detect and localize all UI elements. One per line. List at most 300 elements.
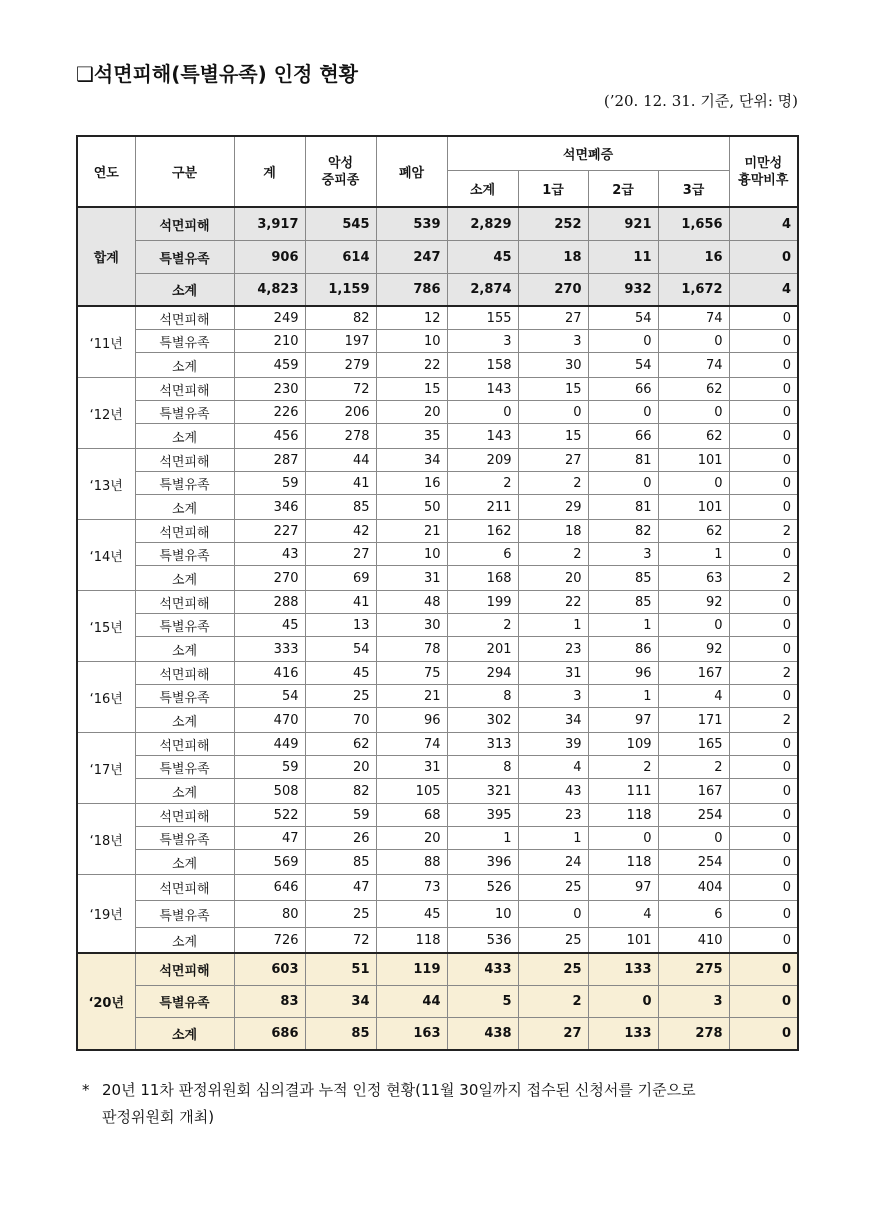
value-cell: 5 bbox=[447, 986, 518, 1018]
value-cell: 62 bbox=[305, 733, 376, 756]
table-row bbox=[77, 330, 798, 353]
category-cell: 소계 bbox=[135, 1018, 234, 1051]
value-cell: 85 bbox=[305, 850, 376, 875]
value-cell: 45 bbox=[305, 662, 376, 685]
year-group bbox=[77, 591, 798, 662]
year-cell: ‘12년 bbox=[77, 378, 135, 449]
value-cell: 168 bbox=[447, 566, 518, 591]
value-cell: 921 bbox=[588, 207, 658, 241]
value-cell: 111 bbox=[588, 779, 658, 804]
value-cell: 20 bbox=[518, 566, 588, 591]
value-cell: 24 bbox=[518, 850, 588, 875]
value-cell: 42 bbox=[305, 520, 376, 543]
value-cell: 197 bbox=[305, 330, 376, 353]
value-cell: 932 bbox=[588, 274, 658, 307]
table-row bbox=[77, 274, 798, 307]
year-group bbox=[77, 953, 798, 1050]
value-cell: 0 bbox=[729, 850, 798, 875]
year-group bbox=[77, 207, 798, 306]
table-row bbox=[77, 850, 798, 875]
value-cell: 45 bbox=[234, 614, 305, 637]
value-cell: 27 bbox=[518, 1018, 588, 1051]
value-cell: 0 bbox=[729, 543, 798, 566]
value-cell: 3 bbox=[658, 986, 729, 1018]
category-cell: 소계 bbox=[135, 274, 234, 307]
value-cell: 69 bbox=[305, 566, 376, 591]
value-cell: 96 bbox=[588, 662, 658, 685]
value-cell: 171 bbox=[658, 708, 729, 733]
table-row bbox=[77, 1018, 798, 1051]
value-cell: 333 bbox=[234, 637, 305, 662]
value-cell: 230 bbox=[234, 378, 305, 401]
value-cell: 41 bbox=[305, 591, 376, 614]
value-cell: 44 bbox=[305, 449, 376, 472]
category-cell: 석면피해 bbox=[135, 449, 234, 472]
value-cell: 1 bbox=[588, 685, 658, 708]
value-cell: 59 bbox=[305, 804, 376, 827]
value-cell: 31 bbox=[376, 756, 447, 779]
value-cell: 396 bbox=[447, 850, 518, 875]
value-cell: 1 bbox=[588, 614, 658, 637]
category-cell: 소계 bbox=[135, 637, 234, 662]
category-cell: 특별유족 bbox=[135, 614, 234, 637]
header-total: 계 bbox=[234, 136, 305, 207]
value-cell: 0 bbox=[447, 401, 518, 424]
table-row bbox=[77, 353, 798, 378]
value-cell: 85 bbox=[305, 1018, 376, 1051]
value-cell: 23 bbox=[518, 637, 588, 662]
value-cell: 83 bbox=[234, 986, 305, 1018]
value-cell: 536 bbox=[447, 928, 518, 954]
value-cell: 82 bbox=[305, 306, 376, 330]
value-cell: 545 bbox=[305, 207, 376, 241]
value-cell: 0 bbox=[729, 241, 798, 274]
value-cell: 0 bbox=[518, 901, 588, 928]
value-cell: 72 bbox=[305, 378, 376, 401]
category-cell: 석면피해 bbox=[135, 520, 234, 543]
table-row bbox=[77, 986, 798, 1018]
value-cell: 118 bbox=[376, 928, 447, 954]
header-grade-3: 3급 bbox=[658, 171, 729, 208]
value-cell: 25 bbox=[305, 685, 376, 708]
value-cell: 96 bbox=[376, 708, 447, 733]
value-cell: 92 bbox=[658, 591, 729, 614]
value-cell: 404 bbox=[658, 875, 729, 901]
value-cell: 66 bbox=[588, 378, 658, 401]
category-cell: 특별유족 bbox=[135, 986, 234, 1018]
value-cell: 92 bbox=[658, 637, 729, 662]
value-cell: 0 bbox=[729, 953, 798, 986]
value-cell: 27 bbox=[518, 306, 588, 330]
header-asbestosis: 석면폐증 bbox=[447, 136, 729, 171]
value-cell: 270 bbox=[518, 274, 588, 307]
year-cell: 합계 bbox=[77, 207, 135, 306]
value-cell: 0 bbox=[729, 401, 798, 424]
header-grade-1: 1급 bbox=[518, 171, 588, 208]
table-row bbox=[77, 875, 798, 901]
value-cell: 199 bbox=[447, 591, 518, 614]
footnote bbox=[82, 1077, 802, 1131]
value-cell: 82 bbox=[305, 779, 376, 804]
value-cell: 0 bbox=[588, 330, 658, 353]
value-cell: 0 bbox=[588, 472, 658, 495]
unit-note: (’20. 12. 31. 기준, 단위: 명) bbox=[603, 92, 798, 110]
year-group bbox=[77, 378, 798, 449]
value-cell: 294 bbox=[447, 662, 518, 685]
category-cell: 석면피해 bbox=[135, 953, 234, 986]
value-cell: 0 bbox=[658, 827, 729, 850]
value-cell: 209 bbox=[447, 449, 518, 472]
value-cell: 3 bbox=[518, 685, 588, 708]
table-row bbox=[77, 424, 798, 449]
value-cell: 3 bbox=[447, 330, 518, 353]
value-cell: 275 bbox=[658, 953, 729, 986]
value-cell: 906 bbox=[234, 241, 305, 274]
value-cell: 0 bbox=[729, 1018, 798, 1051]
value-cell: 287 bbox=[234, 449, 305, 472]
value-cell: 48 bbox=[376, 591, 447, 614]
value-cell: 16 bbox=[658, 241, 729, 274]
value-cell: 97 bbox=[588, 875, 658, 901]
value-cell: 279 bbox=[305, 353, 376, 378]
table-row bbox=[77, 306, 798, 330]
category-cell: 석면피해 bbox=[135, 591, 234, 614]
value-cell: 449 bbox=[234, 733, 305, 756]
year-group bbox=[77, 449, 798, 520]
value-cell: 30 bbox=[518, 353, 588, 378]
value-cell: 0 bbox=[729, 928, 798, 954]
value-cell: 30 bbox=[376, 614, 447, 637]
value-cell: 0 bbox=[658, 614, 729, 637]
value-cell: 288 bbox=[234, 591, 305, 614]
value-cell: 0 bbox=[729, 986, 798, 1018]
value-cell: 81 bbox=[588, 449, 658, 472]
value-cell: 86 bbox=[588, 637, 658, 662]
year-group bbox=[77, 520, 798, 591]
value-cell: 0 bbox=[729, 449, 798, 472]
category-cell: 특별유족 bbox=[135, 685, 234, 708]
value-cell: 2,874 bbox=[447, 274, 518, 307]
value-cell: 226 bbox=[234, 401, 305, 424]
category-cell: 석면피해 bbox=[135, 207, 234, 241]
table-row bbox=[77, 495, 798, 520]
value-cell: 59 bbox=[234, 472, 305, 495]
value-cell: 0 bbox=[658, 401, 729, 424]
value-cell: 508 bbox=[234, 779, 305, 804]
value-cell: 0 bbox=[729, 614, 798, 637]
value-cell: 165 bbox=[658, 733, 729, 756]
value-cell: 2 bbox=[729, 708, 798, 733]
value-cell: 15 bbox=[376, 378, 447, 401]
value-cell: 163 bbox=[376, 1018, 447, 1051]
category-cell: 소계 bbox=[135, 850, 234, 875]
value-cell: 27 bbox=[305, 543, 376, 566]
value-cell: 85 bbox=[588, 591, 658, 614]
value-cell: 1 bbox=[518, 827, 588, 850]
value-cell: 3 bbox=[588, 543, 658, 566]
value-cell: 0 bbox=[658, 472, 729, 495]
value-cell: 66 bbox=[588, 424, 658, 449]
value-cell: 247 bbox=[376, 241, 447, 274]
value-cell: 74 bbox=[658, 353, 729, 378]
value-cell: 278 bbox=[305, 424, 376, 449]
header-lung-cancer: 폐암 bbox=[376, 136, 447, 207]
table-row bbox=[77, 449, 798, 472]
value-cell: 18 bbox=[518, 241, 588, 274]
table-row bbox=[77, 953, 798, 986]
category-cell: 석면피해 bbox=[135, 378, 234, 401]
year-group bbox=[77, 875, 798, 954]
value-cell: 101 bbox=[658, 495, 729, 520]
value-cell: 0 bbox=[729, 306, 798, 330]
value-cell: 54 bbox=[588, 306, 658, 330]
value-cell: 73 bbox=[376, 875, 447, 901]
value-cell: 34 bbox=[376, 449, 447, 472]
category-cell: 석면피해 bbox=[135, 662, 234, 685]
value-cell: 167 bbox=[658, 779, 729, 804]
header-category: 구분 bbox=[135, 136, 234, 207]
category-cell: 특별유족 bbox=[135, 543, 234, 566]
value-cell: 1,672 bbox=[658, 274, 729, 307]
category-cell: 석면피해 bbox=[135, 875, 234, 901]
value-cell: 74 bbox=[658, 306, 729, 330]
category-cell: 석면피해 bbox=[135, 804, 234, 827]
value-cell: 4 bbox=[518, 756, 588, 779]
header-mesothelioma: 악성 중피종 bbox=[305, 136, 376, 207]
value-cell: 254 bbox=[658, 804, 729, 827]
table-row bbox=[77, 207, 798, 241]
value-cell: 85 bbox=[588, 566, 658, 591]
value-cell: 249 bbox=[234, 306, 305, 330]
value-cell: 27 bbox=[518, 449, 588, 472]
value-cell: 4 bbox=[729, 274, 798, 307]
value-cell: 211 bbox=[447, 495, 518, 520]
footnote-line-2: 판정위원회 개최) bbox=[102, 1108, 215, 1126]
year-cell: ‘16년 bbox=[77, 662, 135, 733]
category-cell: 석면피해 bbox=[135, 733, 234, 756]
value-cell: 22 bbox=[518, 591, 588, 614]
value-cell: 459 bbox=[234, 353, 305, 378]
value-cell: 41 bbox=[305, 472, 376, 495]
value-cell: 133 bbox=[588, 953, 658, 986]
category-cell: 석면피해 bbox=[135, 306, 234, 330]
category-cell: 특별유족 bbox=[135, 756, 234, 779]
value-cell: 569 bbox=[234, 850, 305, 875]
value-cell: 526 bbox=[447, 875, 518, 901]
value-cell: 1,159 bbox=[305, 274, 376, 307]
value-cell: 31 bbox=[518, 662, 588, 685]
table-row bbox=[77, 637, 798, 662]
value-cell: 0 bbox=[729, 637, 798, 662]
value-cell: 2 bbox=[447, 472, 518, 495]
value-cell: 0 bbox=[729, 804, 798, 827]
page-title: ❑석면피해(특별유족) 인정 현황 bbox=[76, 62, 358, 86]
value-cell: 313 bbox=[447, 733, 518, 756]
value-cell: 63 bbox=[658, 566, 729, 591]
value-cell: 34 bbox=[305, 986, 376, 1018]
value-cell: 0 bbox=[729, 424, 798, 449]
value-cell: 47 bbox=[305, 875, 376, 901]
header-year: 연도 bbox=[77, 136, 135, 207]
value-cell: 25 bbox=[305, 901, 376, 928]
category-cell: 소계 bbox=[135, 708, 234, 733]
value-cell: 0 bbox=[729, 330, 798, 353]
value-cell: 34 bbox=[518, 708, 588, 733]
value-cell: 0 bbox=[729, 733, 798, 756]
value-cell: 4 bbox=[729, 207, 798, 241]
value-cell: 54 bbox=[588, 353, 658, 378]
value-cell: 78 bbox=[376, 637, 447, 662]
category-cell: 특별유족 bbox=[135, 827, 234, 850]
value-cell: 97 bbox=[588, 708, 658, 733]
year-cell: ‘19년 bbox=[77, 875, 135, 954]
value-cell: 72 bbox=[305, 928, 376, 954]
value-cell: 2 bbox=[658, 756, 729, 779]
value-cell: 118 bbox=[588, 804, 658, 827]
value-cell: 167 bbox=[658, 662, 729, 685]
value-cell: 278 bbox=[658, 1018, 729, 1051]
year-group bbox=[77, 733, 798, 804]
value-cell: 3,917 bbox=[234, 207, 305, 241]
value-cell: 201 bbox=[447, 637, 518, 662]
value-cell: 0 bbox=[729, 875, 798, 901]
table-row bbox=[77, 241, 798, 274]
value-cell: 75 bbox=[376, 662, 447, 685]
value-cell: 2,829 bbox=[447, 207, 518, 241]
value-cell: 1 bbox=[447, 827, 518, 850]
value-cell: 59 bbox=[234, 756, 305, 779]
value-cell: 252 bbox=[518, 207, 588, 241]
value-cell: 13 bbox=[305, 614, 376, 637]
category-cell: 소계 bbox=[135, 779, 234, 804]
value-cell: 155 bbox=[447, 306, 518, 330]
value-cell: 206 bbox=[305, 401, 376, 424]
value-cell: 1 bbox=[658, 543, 729, 566]
value-cell: 119 bbox=[376, 953, 447, 986]
year-cell: ‘13년 bbox=[77, 449, 135, 520]
year-cell: ‘15년 bbox=[77, 591, 135, 662]
value-cell: 118 bbox=[588, 850, 658, 875]
value-cell: 539 bbox=[376, 207, 447, 241]
year-group bbox=[77, 306, 798, 378]
value-cell: 22 bbox=[376, 353, 447, 378]
value-cell: 2 bbox=[729, 520, 798, 543]
value-cell: 6 bbox=[658, 901, 729, 928]
value-cell: 10 bbox=[376, 330, 447, 353]
year-cell: ‘17년 bbox=[77, 733, 135, 804]
value-cell: 4,823 bbox=[234, 274, 305, 307]
value-cell: 80 bbox=[234, 901, 305, 928]
year-group bbox=[77, 662, 798, 733]
value-cell: 47 bbox=[234, 827, 305, 850]
category-cell: 소계 bbox=[135, 566, 234, 591]
value-cell: 62 bbox=[658, 378, 729, 401]
value-cell: 62 bbox=[658, 424, 729, 449]
value-cell: 270 bbox=[234, 566, 305, 591]
value-cell: 10 bbox=[447, 901, 518, 928]
value-cell: 0 bbox=[729, 378, 798, 401]
value-cell: 39 bbox=[518, 733, 588, 756]
footnote-star: * bbox=[82, 1081, 90, 1099]
table-row bbox=[77, 543, 798, 566]
value-cell: 20 bbox=[376, 401, 447, 424]
value-cell: 68 bbox=[376, 804, 447, 827]
value-cell: 44 bbox=[376, 986, 447, 1018]
value-cell: 85 bbox=[305, 495, 376, 520]
value-cell: 10 bbox=[376, 543, 447, 566]
value-cell: 2 bbox=[447, 614, 518, 637]
value-cell: 31 bbox=[376, 566, 447, 591]
table-row bbox=[77, 756, 798, 779]
value-cell: 20 bbox=[305, 756, 376, 779]
value-cell: 1,656 bbox=[658, 207, 729, 241]
table-row bbox=[77, 378, 798, 401]
value-cell: 158 bbox=[447, 353, 518, 378]
value-cell: 54 bbox=[305, 637, 376, 662]
value-cell: 25 bbox=[518, 928, 588, 954]
value-cell: 726 bbox=[234, 928, 305, 954]
value-cell: 21 bbox=[376, 520, 447, 543]
category-cell: 소계 bbox=[135, 424, 234, 449]
table-row bbox=[77, 472, 798, 495]
value-cell: 0 bbox=[729, 591, 798, 614]
year-group bbox=[77, 804, 798, 875]
value-cell: 470 bbox=[234, 708, 305, 733]
category-cell: 소계 bbox=[135, 495, 234, 520]
value-cell: 35 bbox=[376, 424, 447, 449]
value-cell: 302 bbox=[447, 708, 518, 733]
table-row bbox=[77, 685, 798, 708]
value-cell: 51 bbox=[305, 953, 376, 986]
year-cell: ‘18년 bbox=[77, 804, 135, 875]
value-cell: 0 bbox=[729, 779, 798, 804]
category-cell: 특별유족 bbox=[135, 241, 234, 274]
asbestos-recognition-table bbox=[76, 135, 799, 1051]
value-cell: 143 bbox=[447, 378, 518, 401]
value-cell: 8 bbox=[447, 756, 518, 779]
value-cell: 433 bbox=[447, 953, 518, 986]
value-cell: 0 bbox=[518, 401, 588, 424]
value-cell: 133 bbox=[588, 1018, 658, 1051]
year-cell: ‘20년 bbox=[77, 953, 135, 1050]
table-row bbox=[77, 614, 798, 637]
value-cell: 0 bbox=[729, 756, 798, 779]
value-cell: 105 bbox=[376, 779, 447, 804]
category-cell: 특별유족 bbox=[135, 472, 234, 495]
value-cell: 0 bbox=[588, 986, 658, 1018]
table-row bbox=[77, 401, 798, 424]
table-row bbox=[77, 591, 798, 614]
value-cell: 143 bbox=[447, 424, 518, 449]
value-cell: 18 bbox=[518, 520, 588, 543]
value-cell: 25 bbox=[518, 875, 588, 901]
value-cell: 456 bbox=[234, 424, 305, 449]
value-cell: 0 bbox=[729, 495, 798, 520]
value-cell: 438 bbox=[447, 1018, 518, 1051]
header-grade-2: 2급 bbox=[588, 171, 658, 208]
footnote-line-1: 20년 11차 판정위원회 심의결과 누적 인정 현황(11월 30일까지 접수된 신청서를 기준으로 bbox=[102, 1081, 696, 1099]
value-cell: 346 bbox=[234, 495, 305, 520]
header-asbestosis-subtotal: 소계 bbox=[447, 171, 518, 208]
value-cell: 82 bbox=[588, 520, 658, 543]
value-cell: 603 bbox=[234, 953, 305, 986]
table-row bbox=[77, 662, 798, 685]
value-cell: 2 bbox=[518, 543, 588, 566]
year-cell: ‘11년 bbox=[77, 306, 135, 378]
value-cell: 0 bbox=[729, 827, 798, 850]
category-cell: 소계 bbox=[135, 928, 234, 954]
value-cell: 0 bbox=[658, 330, 729, 353]
